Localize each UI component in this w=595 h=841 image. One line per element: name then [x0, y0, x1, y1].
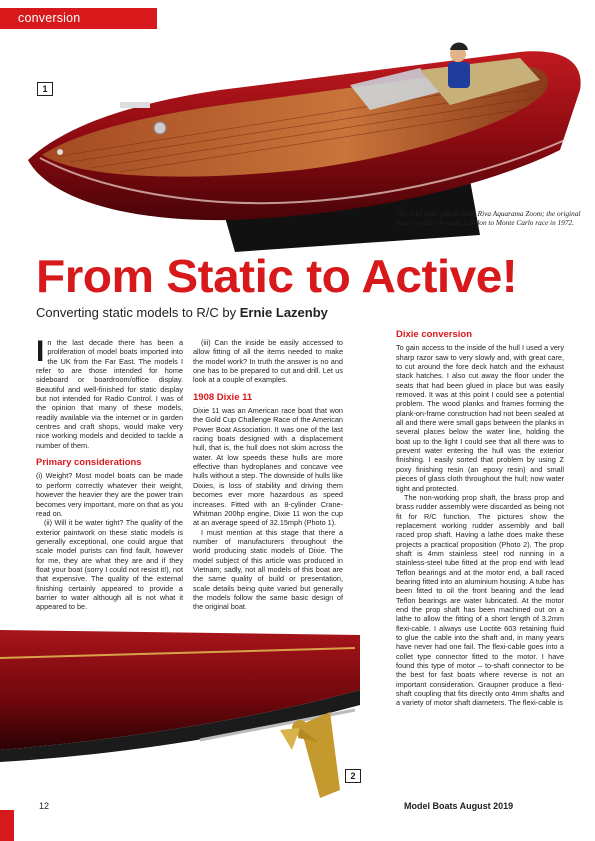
corner-accent — [0, 810, 14, 841]
paragraph: Dixie 11 was an American race boat that won the Gold Cup Challenge Race of the American Power Boat Association. It was one of the last racing boats designed with a displacement hull, that is, the hull does not skim across the water. At low speeds these hulls are more effective than hydroplanes and concave vee hulls without a step. The downside of hulls like Dixies, is loss of stability and driving them becomes ever more hazardous as speed increases. Fitted with an 8-cylinder Crane-Whitman 200hp engine, Dixie 11 won the cup at an average speed of 32.15mph (Photo 1). — [193, 406, 343, 528]
column-1 — [36, 335, 183, 612]
paragraph: (i) Weight? Most model boats can be made to perform correctly whatever their weight, however the heavier they are the power train becomes very important, more on that as you read on. — [36, 471, 183, 518]
subheading-dixie: 1908 Dixie 11 — [193, 391, 253, 403]
standfirst-prefix: Converting static models to R/C by — [36, 305, 237, 320]
paragraph: To gain access to the inside of the hull I used a very sharp razor saw to very slowly and, with great care, to cut around the fore deck hatch and the exhaust stack hatches. I also cut away the floor under the seats that had been glued in place but was easily removed. It was at this point I could see a potential problem. The wood planks and frames forming the plank-on-frame construction had not been sealed at all and there were small gaps between the planks in several places below the water line, holding the boat up to the light I could see that all there was to prevent water entering the hull was the exterior finishing. I easily sorted that problem by using Z poxy finishing resin (an epoxy resin) and small pieces of glass cloth throughout the hull; now water tight and protected. — [396, 343, 564, 493]
subheading-primary: Primary considerations — [36, 457, 142, 469]
photo2-number: 2 — [345, 769, 361, 783]
paragraph: The non-working prop shaft, the brass prop and brass rudder assembly were discarded as being not fit for R/C function. The pictures show the replacement working rudder assembly and ball raced prop shaft. Having a lathe does make these projects a practical proposition (Photo 2). The prop shaft is 4mm stainless steel rod running in a stainless-steel tube fitted at the prop end with lead Teflon bearings and at the motor end, a ball raced bearing fitted into an aluminium housing. A tube has been fitted to oil the front bearing and the lead Teflon bearings are water lubricated. At the motor end the prop shaft has been machined out on a lathe to allow the fitting of a short length of 3.2mm flexi-cable. I always use Loctite 603 retaining fluid to glue the cable into the shaft and, in many years have never had one fail. The flexi-cable goes into a collet type connector fitted to the motor. I have found this type of motor – to-shaft connector to be the best for fast boats where reverse is not an important consideration. Graupner produce a flexi-shaft coupling that fits directly onto 4mm shafts and a variety of motor shaft diameters. The flexi-cable is — [396, 492, 564, 708]
paragraph: (ii) Will it be water tight? The quality of the exterior paintwork on these static models is generally exceptional, one could argue that scale model purists can find fault, however for me, they are what they are and if they float your boat (sorry I could not resist it!), not that expensive. The quality of the external finishing certainly appeared to provide a barrier to water although all is not what it appeared to be. — [36, 518, 183, 612]
subheading-conversion: Dixie conversion — [396, 329, 473, 340]
photo1-caption: The 1/10 scale (88cm long) Riva Aquarama Zoom; the original boat won the 14-stage, London to Monte Carlo race in 1972. — [396, 209, 581, 227]
author: Ernie Lazenby — [239, 305, 328, 320]
magazine-footer: Model Boats August 2019 — [404, 801, 514, 811]
paragraph: (iii) Can the inside be easily accessed to allow fitting of all the items needed to make the model work? In truth the answer is no and one has to be prepared to cut and drill. Let us look at a couple of examples. — [193, 338, 343, 385]
page-number: 12 — [39, 801, 50, 811]
paragraph: I must mention at this stage that there a number of manufacturers throughout the world producing static models of Dixie. The model subject of this article was produced in Vietnam; sadly, not all models of this boat are the same quality of build or presentation, scale details being quite varied but generally the models follow the same basic design of the original boat. — [193, 527, 343, 612]
prop-rudder-photo — [0, 630, 360, 814]
photo1-number: 1 — [37, 82, 53, 96]
column-2 — [193, 338, 343, 612]
section-tag-label: conversion — [18, 11, 81, 25]
headline: From Static to Active! — [36, 250, 518, 302]
intro-paragraph: n the last decade there has been a proliferation of model boats imported into the UK from the Far East. The models I refer to are those intended for home sideboard or boardroom/office display. Beautiful and well-finished for static display but not intended for Radio Control. I was of the opinion that many of these models, readily available via the internet or in garden centres and craft shops, would make very nice working models and decided to tackle a number of them. — [36, 338, 183, 450]
standfirst — [36, 305, 576, 320]
column-3 — [396, 329, 564, 708]
drop-cap: I — [36, 335, 45, 368]
section-tag — [0, 8, 157, 29]
